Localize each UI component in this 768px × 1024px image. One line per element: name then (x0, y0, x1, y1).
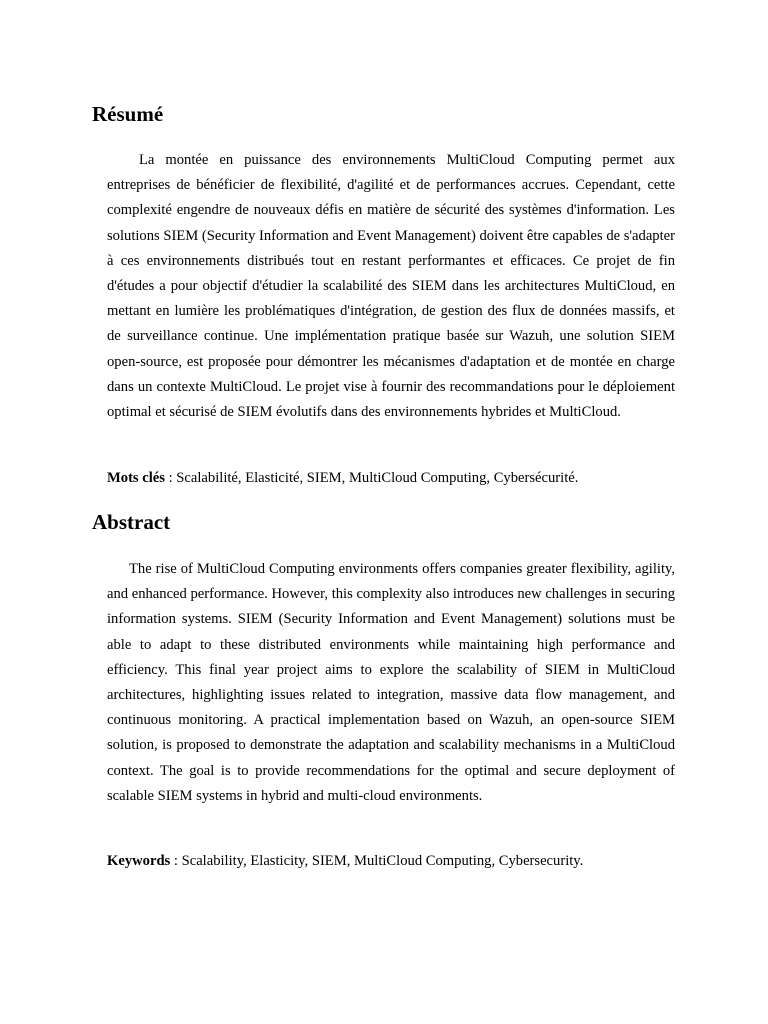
resume-keywords-label: Mots clés (107, 470, 165, 486)
abstract-heading: Abstract (92, 510, 171, 534)
abstract-keywords-value: : Scalability, Elasticity, SIEM, MultiCloud Computing, Cybersecurity. (170, 853, 584, 869)
resume-keywords (107, 468, 687, 488)
abstract-paragraph: The rise of MultiCloud Computing environments offers companies greater flexibility, agility, and enhanced performance. However, this complexity also introduces new challenges in securing information systems. SIEM (Security Information and Event Management) solutions must be able to adapt to these distributed environments while maintaining high performance and efficiency. This final year project aims to explore the scalability of SIEM in MultiCloud architectures, highlighting issues related to integration, massive data flow management, and continuous monitoring. A practical implementation based on Wazuh, an open-source SIEM solution, is proposed to demonstrate the adaptation and scalability mechanisms in a MultiCloud context. The goal is to provide recommendations for the optimal and secure deployment of scalable SIEM systems in hybrid and multi-cloud environments. (107, 561, 675, 804)
resume-heading: Résumé (92, 102, 164, 126)
resume-keywords-value: : Scalabilité, Elasticité, SIEM, MultiCloud Computing, Cybersécurité. (164, 470, 579, 486)
abstract-keywords (107, 851, 687, 871)
resume-paragraph: La montée en puissance des environnements MultiCloud Computing permet aux entreprises de bénéficier de flexibilité, d'agilité et de performances accrues. Cependant, cette complexité engendre de nouveaux défis en matière de sécurité des systèmes d'information. Les solutions SIEM (Security Information and Event Management) doivent être capables de s'adapter à ces environnements distribués tout en restant performantes et efficaces. Ce projet de fin d'études a pour objectif d'étudier la scalabilité des SIEM dans les architectures MultiCloud, en mettant en lumière les problématiques d'intégration, de gestion des flux de données massifs, et de surveillance continue. Une implémentation pratique basée sur Wazuh, une solution SIEM open-source, est proposée pour démontrer les mécanismes d'adaptation et de montée en charge dans un contexte MultiCloud. Le projet vise à fournir des recommandations pour le déploiement optimal et sécurisé de SIEM évolutifs dans des environnements hybrides et MultiCloud. (107, 152, 675, 421)
abstract-keywords-label: Keywords (107, 853, 171, 869)
